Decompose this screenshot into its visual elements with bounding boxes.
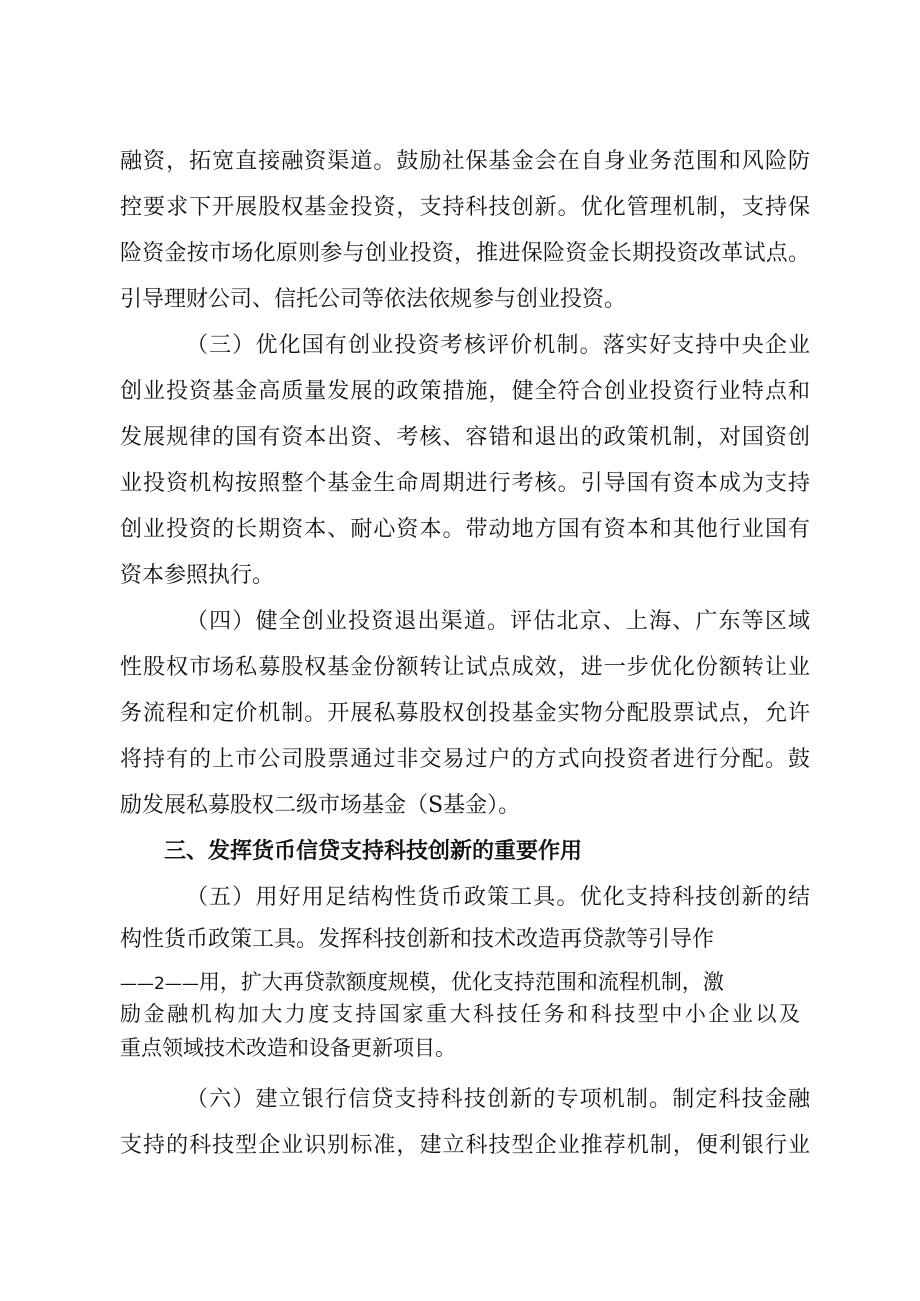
paragraph-line: 将持有的上市公司股票通过非交易过户的方式向投资者进行分配。鼓	[120, 747, 810, 772]
paragraph-line: 引导理财公司、信托公司等依法依规参与创业投资。	[120, 287, 627, 312]
paragraph-line: 重点领域技术改造和设备更新项目。	[120, 1036, 456, 1060]
paragraph-line: （四）健全创业投资退出渠道。评估北京、上海、广东等区域	[186, 609, 810, 634]
paragraph-text: 用，扩大再贷款额度规模，优化支持范围和流程机制，激	[198, 970, 724, 994]
page-number: ——2——	[120, 974, 199, 994]
paragraph-line: 控要求下开展股权基金投资，支持科技创新。优化管理机制，支持保	[120, 195, 810, 220]
paragraph-line: 构性货币政策工具。发挥科技创新和技术改造再贷款等引导作	[120, 927, 715, 952]
paragraph-line: 创业投资基金高质量发展的政策措施，健全符合创业投资行业特点和	[120, 379, 810, 404]
section-heading: 三、发挥货币信贷支持科技创新的重要作用	[164, 839, 583, 864]
paragraph-line: 融资，拓宽直接融资渠道。鼓励社保基金会在自身业务范围和风险防	[120, 149, 810, 174]
paragraph-line: 发展规律的国有资本出资、考核、容错和退出的政策机制，对国资创	[120, 425, 810, 450]
paragraph-line: 业投资机构按照整个基金生命周期进行考核。引导国有资本成为支持	[120, 471, 810, 496]
paragraph-line: 励发展私募股权二级市场基金（S基金）。	[120, 793, 521, 818]
paragraph-line: 险资金按市场化原则参与创业投资，推进保险资金长期投资改革试点。	[120, 241, 810, 266]
paragraph-line: 务流程和定价机制。开展私募股权创投基金实物分配股票试点，允许	[120, 701, 810, 726]
paragraph-line: （五）用好用足结构性货币政策工具。优化支持科技创新的结	[186, 885, 810, 910]
paragraph-line: 励金融机构加大力度支持国家重大科技任务和科技型中小企业以及	[120, 1002, 800, 1026]
paragraph-line: 创业投资的长期资本、耐心资本。带动地方国有资本和其他行业国有	[120, 517, 810, 542]
paragraph-line: （六）建立银行信贷支持科技创新的专项机制。制定科技金融	[186, 1087, 810, 1112]
paragraph-line: （三）优化国有创业投资考核评价机制。落实好支持中央企业	[186, 333, 810, 358]
paragraph-line: 资本参照执行。	[120, 563, 275, 588]
paragraph-line: 性股权市场私募股权基金份额转让试点成效，进一步优化份额转让业	[120, 655, 810, 680]
paragraph-line: 支持的科技型企业识别标准，建立科技型企业推荐机制，便利银行业	[120, 1133, 810, 1158]
